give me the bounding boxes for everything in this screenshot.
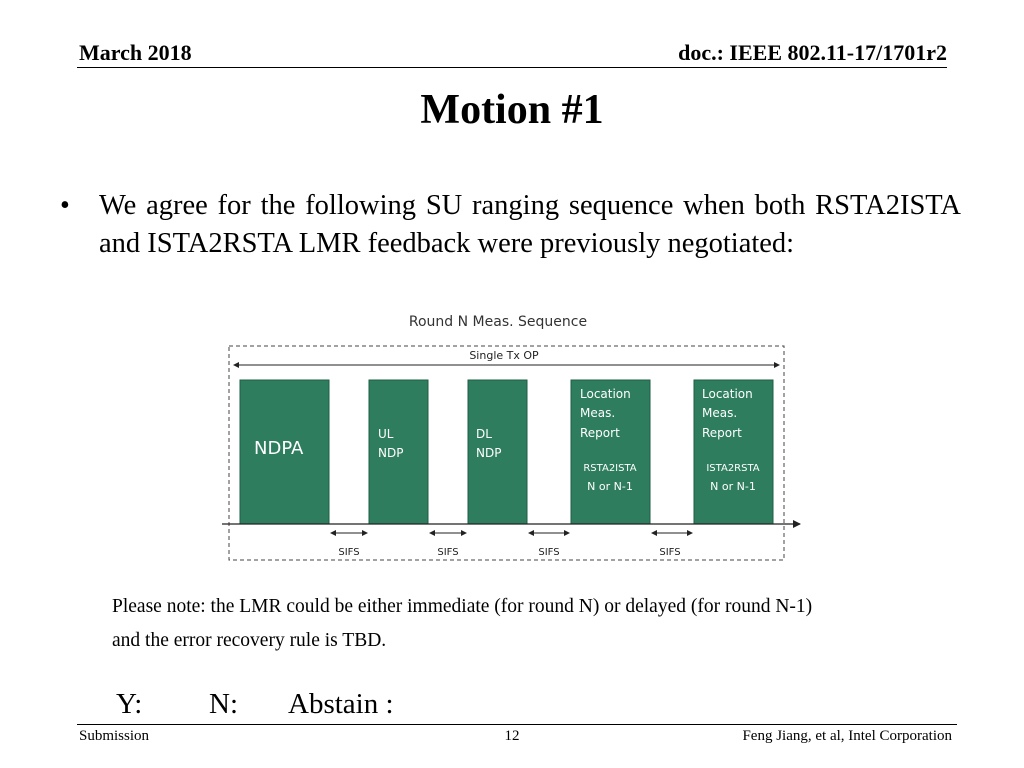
frame-ul-ndp	[369, 380, 428, 524]
txop-label: Single Tx OP	[469, 349, 539, 362]
lmr1-line3: Report	[580, 426, 620, 440]
sifs-label-1: SIFS	[338, 547, 360, 558]
ranging-sequence-diagram	[218, 306, 818, 566]
sifs-label-2: SIFS	[437, 547, 459, 558]
vote-yes: Y:	[116, 688, 143, 720]
sifs-label-4: SIFS	[659, 547, 681, 558]
footer-page-number: 12	[504, 728, 520, 744]
sifs-gap-3	[529, 533, 569, 558]
sifs-gap-2	[430, 533, 466, 558]
ul-ndp-line2: NDP	[378, 446, 404, 460]
frame-dl-ndp	[468, 380, 527, 524]
ndpa-label: NDPA	[254, 438, 304, 459]
header-doc-id: doc.: IEEE 802.11-17/1701r2	[678, 40, 947, 65]
lmr2-line3: Report	[702, 426, 742, 440]
vote-abstain: Abstain :	[288, 688, 394, 720]
lmr2-line1: Location	[702, 387, 753, 401]
header-date: March 2018	[79, 40, 192, 65]
lmr-ista2rsta-block	[694, 380, 773, 524]
vote-no: N:	[209, 688, 238, 720]
ul-ndp-line1: UL	[378, 427, 394, 441]
frame-lmr-rsta2ista	[571, 380, 650, 524]
sifs-gap-1	[331, 533, 367, 558]
diagram-title: Round N Meas. Sequence	[408, 314, 588, 330]
sifs-gap-4	[652, 533, 692, 558]
lmr1-direction: RSTA2ISTA	[583, 463, 637, 474]
lmr2-round: N or N-1	[710, 480, 756, 493]
note-line-1: Please note: the LMR could be either immediate (for round N) or delayed (for round N-1)	[112, 596, 813, 617]
bullet-marker: •	[60, 190, 70, 221]
dl-ndp-line2: NDP	[476, 446, 502, 460]
sifs-label-3: SIFS	[538, 547, 560, 558]
slide-title: Motion #1	[420, 87, 604, 133]
footer-divider	[77, 724, 957, 725]
lmr2-direction: ISTA2RSTA	[706, 463, 760, 474]
lmr1-round: N or N-1	[587, 480, 633, 493]
bullet-text: We agree for the following SU ranging sequence when both RSTA2ISTA and ISTA2RSTA LMR feedback were previously negotiated:	[99, 190, 961, 259]
lmr-rsta2ista-block	[571, 380, 650, 524]
frame-lmr-ista2rsta	[694, 380, 773, 524]
footer-author: Feng Jiang, et al, Intel Corporation	[742, 728, 952, 744]
note-line-2: and the error recovery rule is TBD.	[112, 630, 387, 651]
footer-submission: Submission	[79, 728, 150, 744]
header-divider	[77, 67, 947, 68]
lmr2-line2: Meas.	[702, 406, 738, 420]
frame-ndpa	[240, 380, 329, 524]
dl-ndp-line1: DL	[476, 427, 492, 441]
lmr1-line2: Meas.	[580, 406, 616, 420]
lmr1-line1: Location	[580, 387, 631, 401]
